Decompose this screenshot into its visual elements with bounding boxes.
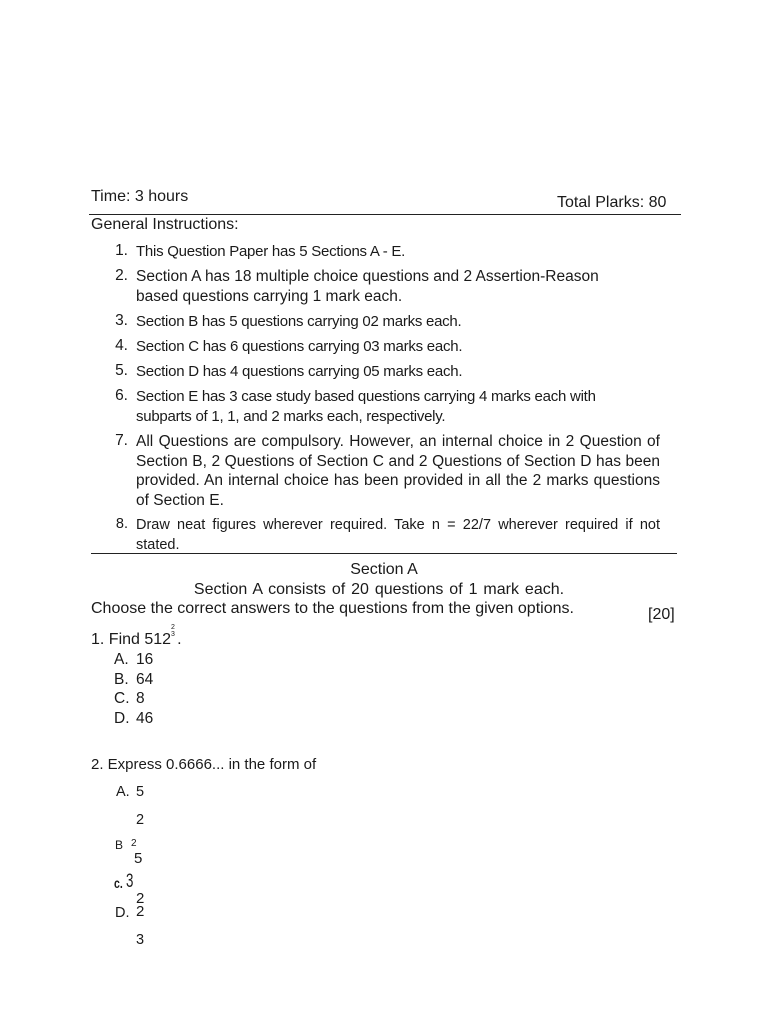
q2-option-label: c. [114, 875, 123, 891]
instruction-text: Section B has 5 questions carrying 02 marks each. [136, 313, 462, 330]
instruction-text: All Questions are compulsory. However, an internal choice in 2 Question of Section B, 2 Questions of Section C and 2 Questions of Section D has been provided. An internal choice has been provided in all the 2 marks questions of Section E. [136, 433, 660, 509]
instruction-number: 4. [115, 337, 128, 354]
option-value: 16 [136, 651, 154, 668]
instruction-text: This Question Paper has 5 Sections A - E. [136, 243, 406, 260]
q2-option-numerator: 2 [131, 838, 137, 849]
q1-option [114, 671, 154, 688]
instruction-number: 6. [115, 387, 128, 404]
q1-option [114, 710, 154, 727]
instruction-number: 8. [115, 516, 128, 532]
instruction-number: 1. [115, 242, 128, 259]
total-marks-label: Total Plarks: 80 [557, 194, 667, 211]
option-value: 46 [136, 710, 154, 727]
q2-option-denominator: 3 [136, 932, 145, 948]
instruction-number: 5. [115, 362, 128, 379]
question-1-text: 1. Find 512 [91, 631, 172, 648]
q2-option-numerator: 3 [126, 871, 134, 892]
option-label: C. [114, 690, 130, 707]
q2-option-label: B [115, 838, 124, 852]
option-label: A. [114, 651, 129, 668]
q1-option [114, 651, 154, 668]
q2-option-label: A. [116, 784, 130, 800]
instruction-text: Section A has 18 multiple choice questions and 2 Assertion-Reason based questions carrying 1 mark each. [136, 268, 599, 305]
q2-option-numerator: 2 [136, 903, 145, 920]
question-2-text: 2. Express 0.6666... in the form of [91, 756, 317, 773]
option-label: B. [114, 671, 129, 688]
section-subtitle: Section A consists of 20 questions of 1 mark each. [193, 581, 565, 598]
instruction-text: Section D has 4 questions carrying 05 marks each. [136, 363, 463, 380]
q1-option [114, 690, 145, 707]
q2-option-denominator: 2 [136, 812, 145, 828]
q2-option-label: D. [115, 905, 130, 921]
section-title: Section A [350, 561, 418, 578]
option-value: 8 [136, 690, 145, 707]
q2-option-numerator: 5 [136, 784, 145, 800]
q2-option-denominator: 2 [136, 890, 145, 907]
q2-option-denominator: 5 [134, 850, 143, 867]
instruction-number: 7. [115, 432, 128, 449]
instructions-title: General Instructions: [91, 216, 239, 233]
exponent-denominator: 3 [171, 631, 175, 638]
header-rule [89, 214, 681, 215]
instruction-text: Section E has 3 case study based questions carrying 4 marks each with subparts of 1, 1, and 2 marks each, respectively. [136, 388, 596, 425]
section-directions: Choose the correct answers to the questions from the given options. [91, 600, 574, 617]
instruction-number: 3. [115, 312, 128, 329]
instruction-number: 2. [115, 267, 128, 284]
instruction-text: Section C has 6 questions carrying 03 marks each. [136, 338, 463, 355]
exponent-numerator: 2 [171, 624, 175, 631]
option-label: D. [114, 710, 130, 727]
option-value: 64 [136, 671, 154, 688]
question-1-tail: . [177, 631, 182, 648]
time-label: Time: 3 hours [91, 188, 189, 205]
section-rule [91, 553, 677, 554]
section-marks: [20] [648, 606, 675, 623]
instruction-text: Draw neat figures wherever required. Take n = 22/7 wherever required if not stated. [136, 517, 660, 553]
question-1 [91, 632, 182, 648]
